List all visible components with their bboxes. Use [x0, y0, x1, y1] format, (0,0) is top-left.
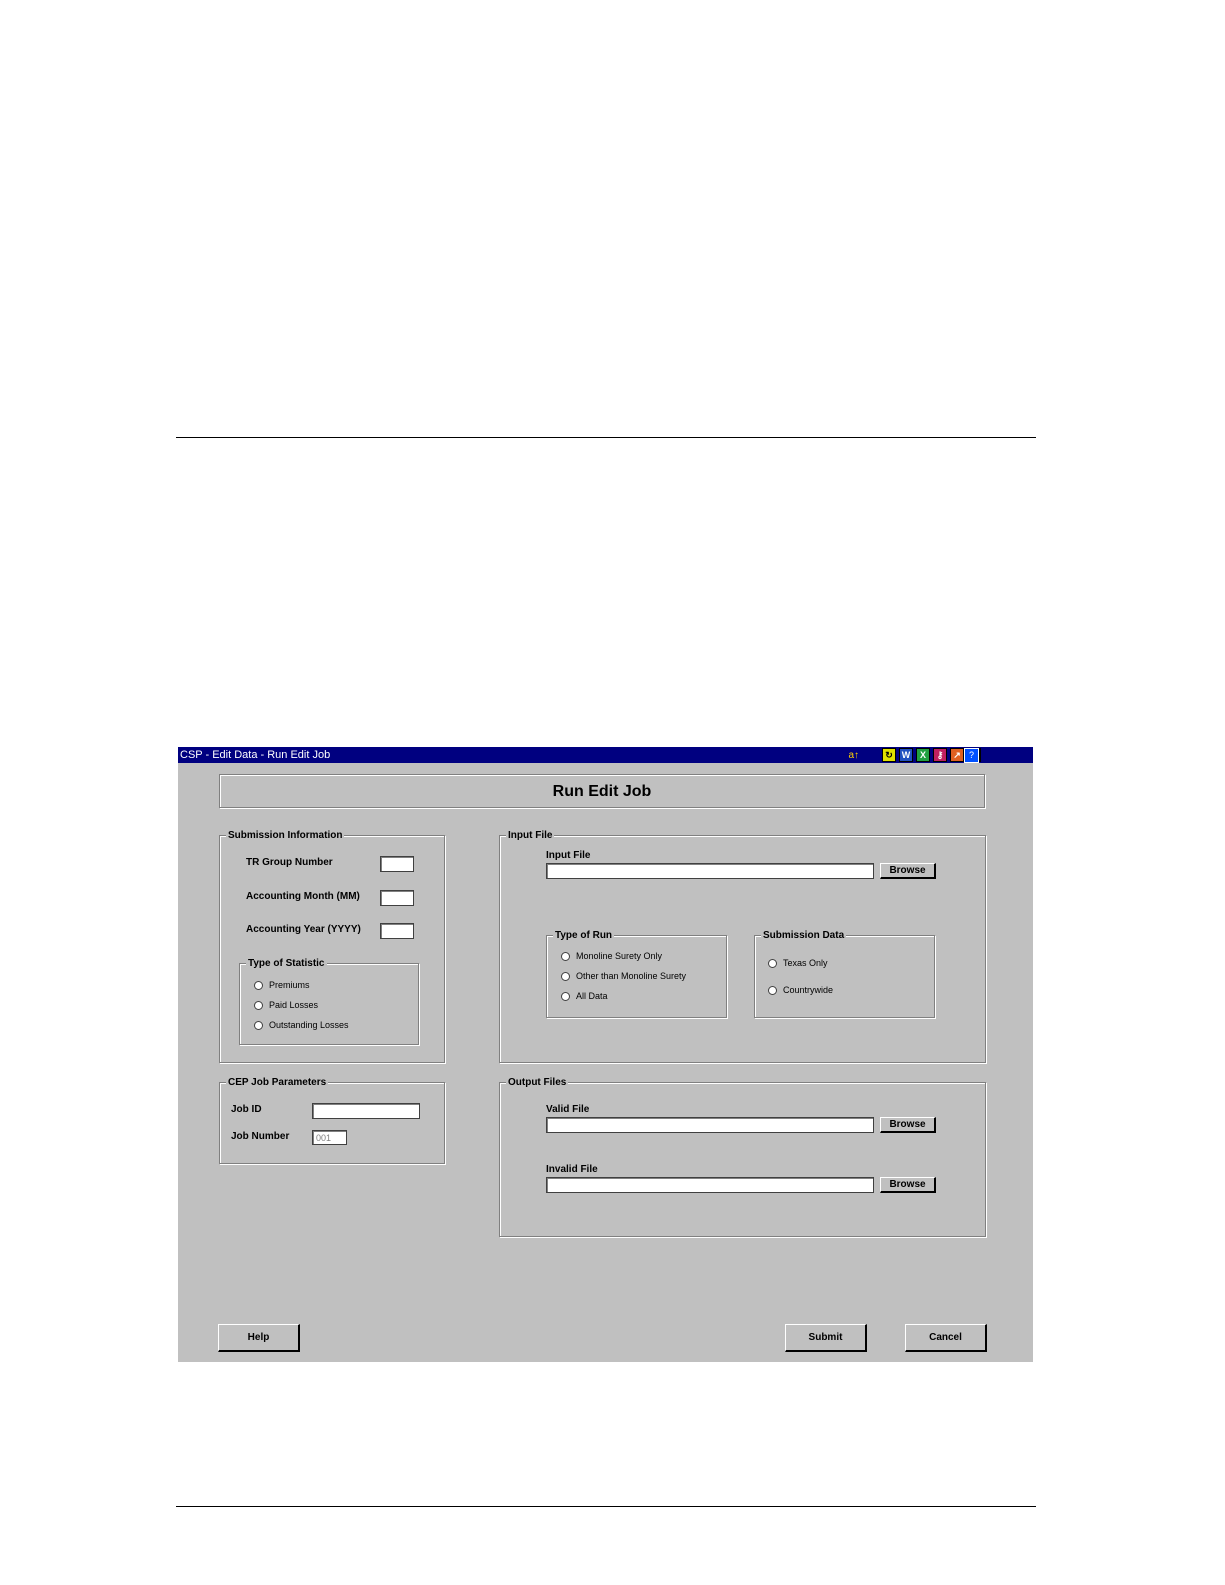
radio-other-than-monoline[interactable] — [561, 971, 686, 981]
radio-label: Outstanding Losses — [269, 1020, 349, 1030]
input-file-field[interactable] — [546, 863, 874, 879]
page-top-rule — [176, 437, 1036, 438]
acct-month-input[interactable] — [380, 890, 414, 906]
input-file-legend: Input File — [508, 830, 553, 841]
invalid-file-label: Invalid File — [546, 1164, 598, 1175]
page-title: Run Edit Job — [552, 783, 652, 800]
radio-circle[interactable] — [561, 972, 570, 981]
radio-circle[interactable] — [561, 992, 570, 1001]
type-of-statistic-group — [239, 958, 419, 1045]
job-number-input[interactable] — [312, 1130, 347, 1145]
input-file-group — [499, 830, 986, 1063]
submit-button[interactable]: Submit — [785, 1324, 867, 1352]
export-icon[interactable]: ↗ — [950, 748, 964, 762]
app-window — [178, 747, 1033, 1362]
radio-label: Paid Losses — [269, 1000, 319, 1010]
valid-file-field[interactable] — [546, 1117, 874, 1133]
cep-job-group — [219, 1077, 445, 1164]
radio-label: Texas Only — [783, 958, 828, 968]
page-bottom-rule — [176, 1506, 1036, 1507]
valid-file-label: Valid File — [546, 1104, 590, 1115]
help-button[interactable]: Help — [218, 1324, 300, 1352]
radio-circle[interactable] — [768, 959, 777, 968]
radio-label: Premiums — [269, 980, 310, 990]
word-icon[interactable]: W — [899, 748, 913, 762]
output-files-legend: Output Files — [508, 1077, 567, 1088]
input-browse-button[interactable]: Browse — [880, 863, 936, 879]
refresh-icon[interactable]: ↻ — [882, 748, 896, 762]
submission-info-group — [219, 830, 445, 1063]
radio-circle[interactable] — [254, 1001, 263, 1010]
excel-icon[interactable]: X — [916, 748, 930, 762]
type-of-statistic-legend: Type of Statistic — [248, 958, 325, 969]
title-bar — [178, 747, 1033, 763]
tr-group-label: TR Group Number — [246, 857, 333, 868]
input-file-label: Input File — [546, 850, 591, 861]
job-number-label: Job Number — [231, 1131, 290, 1142]
radio-label: Other than Monoline Surety — [576, 971, 687, 981]
radio-monoline-surety-only[interactable] — [561, 951, 662, 961]
radio-all-data[interactable] — [561, 991, 608, 1001]
submission-info-legend: Submission Information — [228, 830, 343, 841]
font-size-icon[interactable]: a↑ — [848, 750, 859, 761]
radio-outstanding-losses[interactable] — [254, 1020, 349, 1030]
radio-label: All Data — [576, 991, 608, 1001]
submission-data-legend: Submission Data — [763, 930, 845, 941]
type-of-run-group — [546, 930, 727, 1018]
radio-texas-only[interactable] — [768, 958, 828, 968]
radio-label: Monoline Surety Only — [576, 951, 663, 961]
radio-circle[interactable] — [561, 952, 570, 961]
radio-premiums[interactable] — [254, 980, 310, 990]
acct-year-label: Accounting Year (YYYY) — [246, 924, 361, 935]
output-files-group — [499, 1077, 986, 1237]
radio-paid-losses[interactable] — [254, 1000, 318, 1010]
type-of-run-legend: Type of Run — [555, 930, 613, 941]
radio-circle[interactable] — [768, 986, 777, 995]
job-id-input[interactable] — [312, 1103, 420, 1119]
radio-circle[interactable] — [254, 981, 263, 990]
job-id-label: Job ID — [231, 1104, 262, 1115]
acct-month-label: Accounting Month (MM) — [246, 891, 360, 902]
cep-job-legend: CEP Job Parameters — [228, 1077, 327, 1088]
cancel-button[interactable]: Cancel — [905, 1324, 987, 1352]
window-title: CSP - Edit Data - Run Edit Job — [180, 749, 331, 761]
valid-browse-button[interactable]: Browse — [880, 1117, 936, 1133]
help-icon[interactable]: ? — [964, 748, 979, 763]
tr-group-input[interactable] — [380, 856, 414, 872]
acct-year-input[interactable] — [380, 923, 414, 939]
radio-countrywide[interactable] — [768, 985, 833, 995]
submission-data-group — [754, 930, 935, 1018]
heading-panel — [219, 774, 985, 808]
radio-circle[interactable] — [254, 1021, 263, 1030]
invalid-file-field[interactable] — [546, 1177, 874, 1193]
radio-label: Countrywide — [783, 985, 834, 995]
key-icon[interactable]: ⚷ — [933, 748, 947, 762]
invalid-browse-button[interactable]: Browse — [880, 1177, 936, 1193]
